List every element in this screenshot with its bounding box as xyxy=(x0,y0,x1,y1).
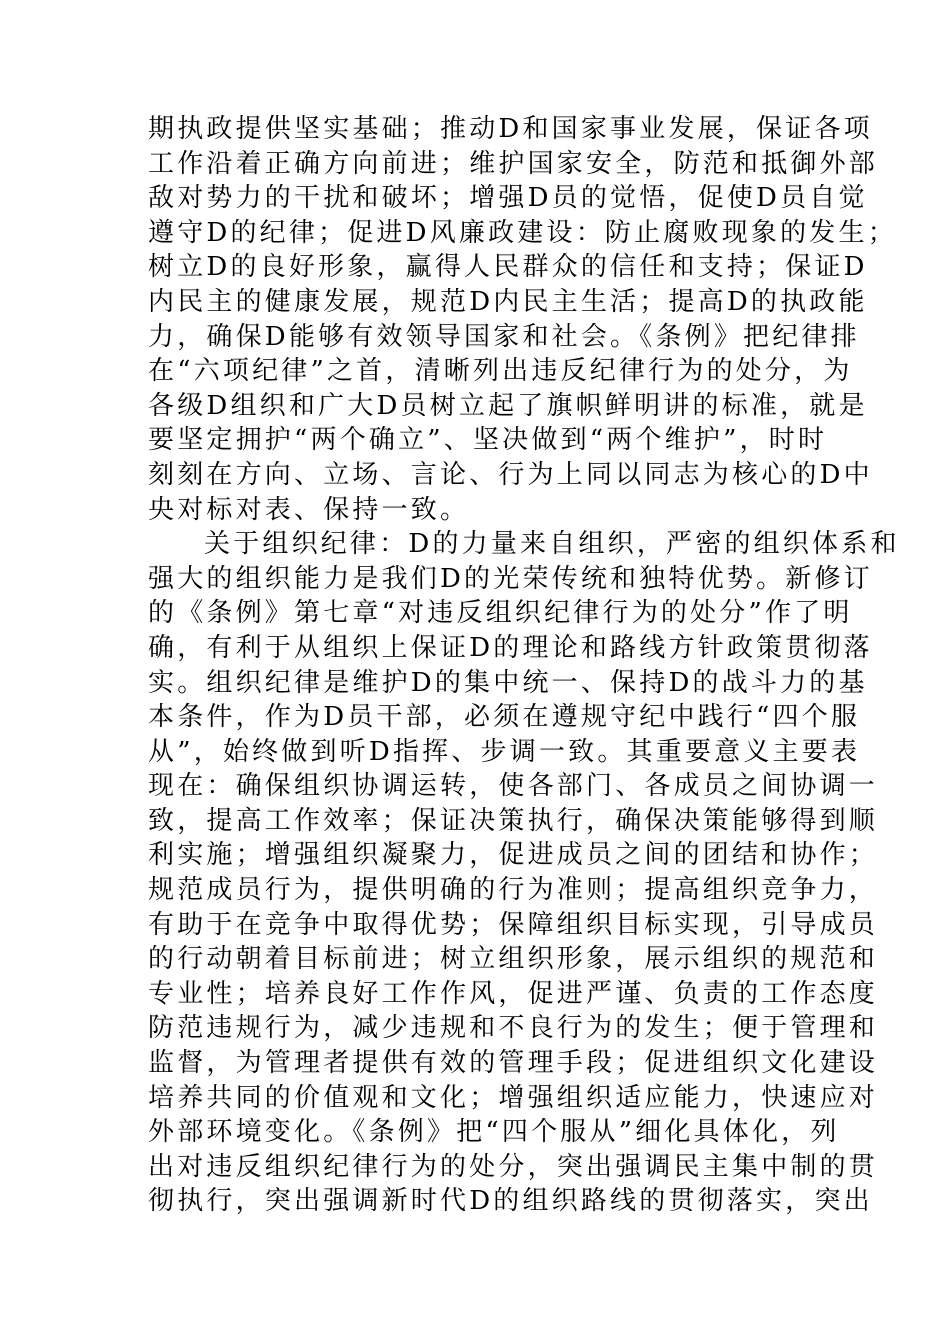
text-line: 内民主的健康发展，规范D内民主生活；提高D的执政能 xyxy=(148,286,868,317)
text-line: 从”，始终做到听D指挥、步调一致。其重要意义主要表 xyxy=(148,736,861,767)
text-line: 实。组织纪律是维护D的集中统一、保持D的战斗力的基 xyxy=(148,667,868,698)
text-line: 有助于在竞争中取得优势；保障组织目标实现，引导成员 xyxy=(148,909,879,940)
text-line: 现在：确保组织协调运转，使各部门、各成员之间协调一 xyxy=(148,771,879,802)
text-line: 要坚定拥护“两个确立”、坚决做到“两个维护”，时时 xyxy=(148,425,828,456)
text-line: 期执政提供坚实基础；推动D和国家事业发展，保证各项 xyxy=(148,114,873,144)
text-line: 工作沿着正确方向前进；维护国家安全，防范和抵御外部 xyxy=(148,148,879,179)
text-line: 本条件，作为D员干部，必须在遵规守纪中践行“四个服 xyxy=(148,702,861,733)
text-line: 刻刻在方向、立场、言论、行为上同以同志为核心的D中 xyxy=(148,459,873,490)
text-line: 出对违反组织纪律行为的处分，突出强调民主集中制的贯 xyxy=(148,1151,879,1182)
text-line: 监督，为管理者提供有效的管理手段；促进组织文化建设 xyxy=(148,1048,879,1079)
text-line: 培养共同的价值观和文化；增强组织适应能力，快速应对 xyxy=(148,1082,879,1113)
text-line: 外部环境变化。《条例》把“四个服从”细化具体化，列 xyxy=(148,1117,840,1148)
text-line: 防范违规行为，减少违规和不良行为的发生；便于管理和 xyxy=(148,1013,879,1044)
text-line: 的《条例》第七章“对违反组织纪律行为的处分”作了明 xyxy=(148,598,853,629)
text-line: 央对标对表、保持一致。 xyxy=(148,494,470,525)
text-line: 强大的组织能力是我们D的光荣传统和独特优势。新修订 xyxy=(148,563,873,594)
text-line: 遵守D的纪律；促进D风廉政建设：防止腐败现象的发生； xyxy=(148,217,897,248)
text-line: 力，确保D能够有效领导国家和社会。《条例》把纪律排 xyxy=(148,321,860,352)
text-line: 的行动朝着目标前进；树立组织形象，展示组织的规范和 xyxy=(148,944,879,975)
text-line: 确，有利于从组织上保证D的理论和路线方针政策贯彻落 xyxy=(148,632,873,663)
text-line: 利实施；增强组织凝聚力，促进成员之间的团结和协作； xyxy=(148,840,879,871)
text-line: 专业性；培养良好工作作风，促进严谨、负责的工作态度 xyxy=(148,978,879,1009)
text-line: 敌对势力的干扰和破坏；增强D员的觉悟，促使D员自觉 xyxy=(148,183,868,214)
text-line: 树立D的良好形象，赢得人民群众的信任和支持；保证D xyxy=(148,252,868,283)
text-line: 致，提高工作效率；保证决策执行，确保决策能够得到顺 xyxy=(148,805,879,836)
body-text xyxy=(148,112,900,1219)
text-line: 各级D组织和广大D员树立起了旗帜鲜明讲的标准，就是 xyxy=(148,390,868,421)
text-line: 规范成员行为，提供明确的行为准则；提高组织竞争力， xyxy=(148,875,879,906)
text-line: 彻执行，突出强调新时代D的组织路线的贯彻落实，突出 xyxy=(148,1186,873,1217)
text-line: 在“六项纪律”之首，清晰列出违反纪律行为的处分，为 xyxy=(148,356,853,387)
paragraph-first-line: 关于组织纪律：D的力量来自组织，严密的组织体系和 xyxy=(204,529,900,560)
